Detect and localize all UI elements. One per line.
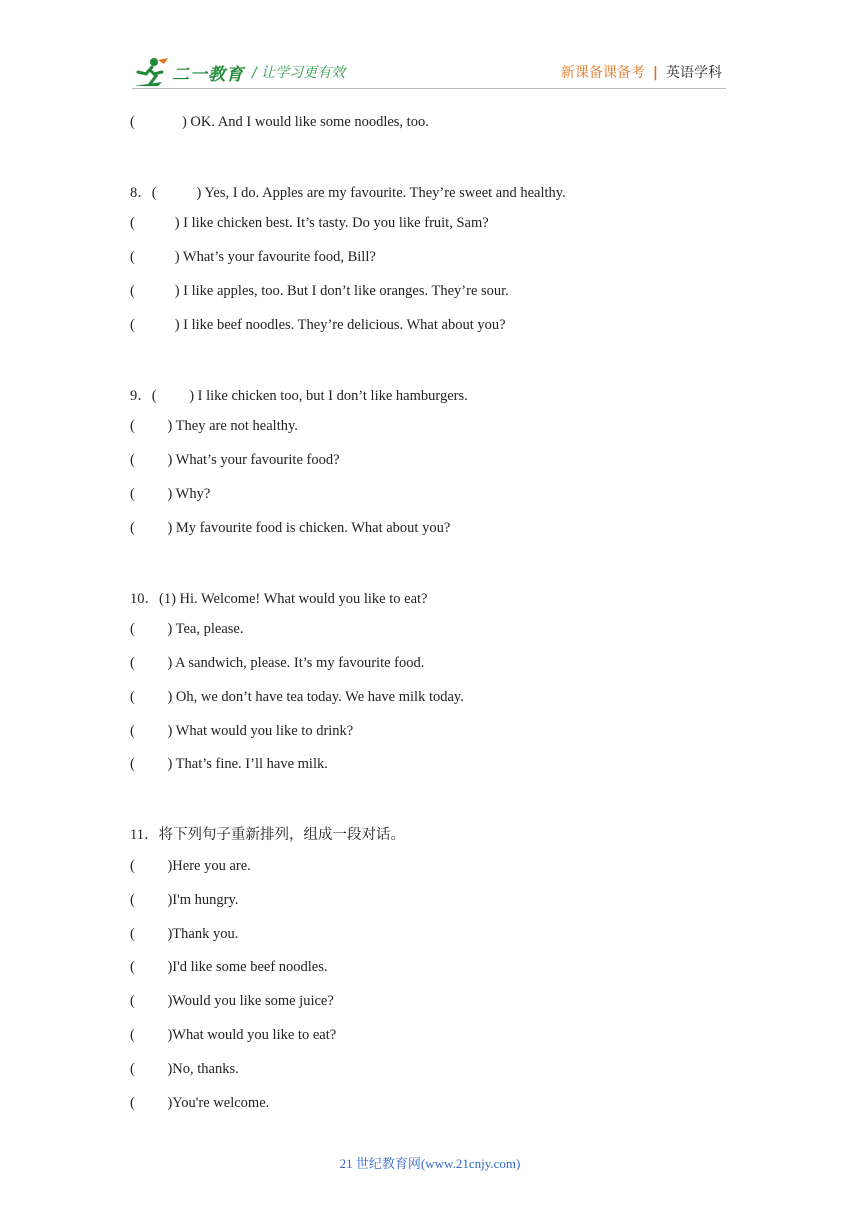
header-right (561, 62, 722, 82)
text-line: ( ) What’s your favourite food, Bill? (130, 249, 376, 265)
header-title: 新课备课备考 (560, 65, 645, 81)
question-9: 9．( ) I like chicken too, but I don’t like hamburgers. (130, 388, 468, 404)
question-11: 11．将下列句子重新排列，组成一段对话。 (130, 827, 405, 843)
text-line: ( )You're welcome. (130, 1095, 270, 1111)
text-line: ( )No, thanks. (130, 1061, 239, 1077)
text-line: ( ) OK. And I would like some noodles, too. (130, 114, 429, 130)
text-line: ( ) They are not healthy. (130, 418, 298, 434)
header-divider (132, 88, 726, 89)
header-separator: | (652, 65, 658, 81)
text-line: ( )Would you like some juice? (130, 993, 334, 1009)
text-line: ( )What would you like to eat? (130, 1027, 337, 1043)
text-line: ( ) I like apples, too. But I don’t like oranges. They’re sour. (130, 283, 509, 299)
text-line: ( ) Oh, we don’t have tea today. We have milk today. (130, 689, 464, 705)
text-line: ( ) That’s fine. I’ll have milk. (130, 756, 328, 772)
text-line: ( )Thank you. (130, 926, 239, 942)
text-line: ( ) A sandwich, please. It’s my favourite food. (130, 655, 425, 671)
text-line: ( ) Why? (130, 486, 211, 502)
text-line: ( ) What would you like to drink? (130, 723, 354, 739)
text-line: ( ) I like beef noodles. They’re delicious. What about you? (130, 317, 506, 333)
logo-text: 二一教育 (172, 65, 244, 85)
footer-link[interactable]: 21 世纪教育网(www.21cnjy.com) (339, 1156, 521, 1171)
slogan: / 让学习更有效 (252, 65, 346, 81)
text-line: ( ) What’s your favourite food? (130, 452, 340, 468)
page-header (0, 0, 860, 100)
question-8: 8．( ) Yes, I do. Apples are my favourite. They’re sweet and healthy. (130, 185, 566, 201)
text-line: ( )I'm hungry. (130, 892, 239, 908)
question-10: 10．(1) Hi. Welcome! What would you like to eat? (130, 591, 428, 607)
text-line: ( )I'd like some beef noodles. (130, 959, 328, 975)
text-line: ( ) My favourite food is chicken. What about you? (130, 520, 451, 536)
text-line: ( ) I like chicken best. It’s tasty. Do you like fruit, Sam? (130, 215, 489, 231)
text-line: ( ) Tea, please. (130, 621, 244, 637)
text-line: ( )Here you are. (130, 858, 251, 874)
header-subject: 英语学科 (666, 65, 722, 81)
